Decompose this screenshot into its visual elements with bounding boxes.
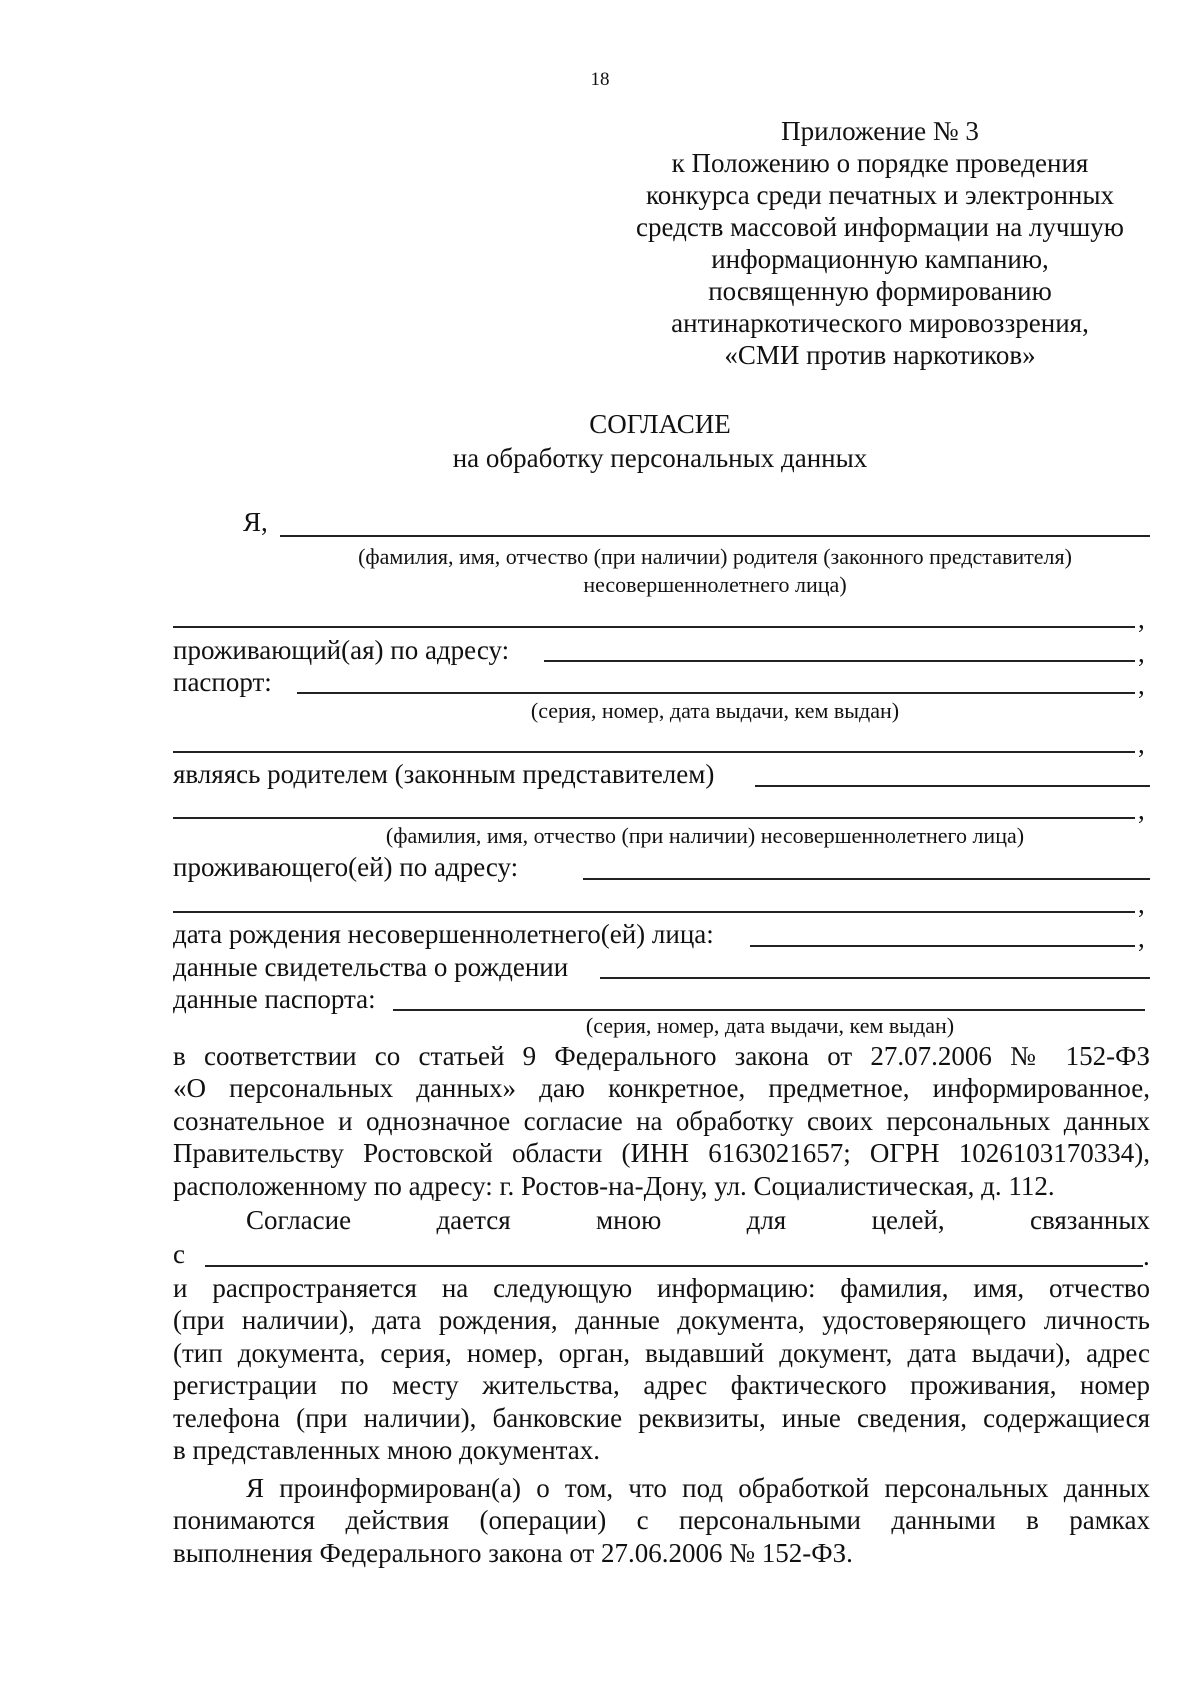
- minor-name-field-continuation[interactable]: [173, 817, 1135, 819]
- address-field[interactable]: [544, 660, 1135, 662]
- paragraph-line: телефона (при наличии), банковские реквизиты, иные сведения, содержащиеся: [173, 1402, 1150, 1433]
- minor-address-field-continuation[interactable]: [173, 911, 1135, 913]
- comma: ,: [1138, 889, 1145, 919]
- passport-field-continuation[interactable]: [173, 751, 1135, 753]
- appendix-line: средств массовой информации на лучшую: [636, 212, 1124, 242]
- birth-certificate-label: данные свидетельства о рождении: [173, 952, 569, 982]
- minor-name-hint: (фамилия, имя, отчество (при наличии) несовершеннолетнего лица): [385, 823, 1025, 848]
- paragraph-line: Я проинформирован(а) о том, что под обработкой персональных данных: [246, 1473, 1150, 1503]
- comma: ,: [1138, 923, 1145, 953]
- comma: ,: [1138, 638, 1145, 668]
- ya-label: Я,: [243, 507, 268, 537]
- birthdate-field[interactable]: [750, 945, 1135, 947]
- purpose-word: целей,: [871, 1205, 945, 1235]
- informed-paragraph: [173, 1472, 1150, 1569]
- page-number: 18: [590, 69, 610, 90]
- paragraph-line: расположенному по адресу: г. Ростов-на-Дону, ул. Социалистическая, д. 112.: [173, 1170, 1055, 1201]
- birth-certificate-field[interactable]: [600, 977, 1150, 979]
- minor-passport-field[interactable]: [393, 1009, 1145, 1011]
- parent-role-label: являясь родителем (законным представителем): [173, 759, 715, 789]
- birthdate-label: дата рождения несовершеннолетнего(ей) лица:: [173, 919, 714, 949]
- passport-field[interactable]: [297, 692, 1135, 694]
- scope-paragraph: [173, 1272, 1150, 1466]
- purpose-word: связанных: [1030, 1205, 1150, 1235]
- paragraph-line: выполнения Федерального закона от 27.06.2006 № 152-ФЗ.: [173, 1537, 853, 1568]
- purpose-c: с: [173, 1239, 185, 1269]
- appendix-line: информационную кампанию,: [711, 244, 1049, 274]
- parent-name-hint: (фамилия, имя, отчество (при наличии) родителя (законного представителя): [358, 544, 1072, 569]
- passport-label: паспорт:: [173, 667, 272, 697]
- minor-address-field[interactable]: [583, 878, 1150, 880]
- appendix-line: к Положению о порядке проведения: [671, 148, 1089, 178]
- paragraph-line: (при наличии), дата рождения, данные документа, удостоверяющего личность: [173, 1305, 1150, 1336]
- address-label: проживающий(ая) по адресу:: [173, 635, 510, 665]
- comma: ,: [1138, 795, 1145, 825]
- appendix-line: Приложение № 3: [781, 116, 979, 146]
- comma: ,: [1138, 729, 1145, 759]
- paragraph-line: регистрации по месту жительства, адрес фактического проживания, номер: [173, 1370, 1150, 1401]
- document-subtitle: на обработку персональных данных: [452, 443, 868, 473]
- appendix-line: посвященную формированию: [708, 276, 1052, 306]
- paragraph-line: и распространяется на следующую информацию: фамилия, имя, отчество: [173, 1273, 1150, 1303]
- purpose-field[interactable]: [205, 1265, 1143, 1267]
- consent-paragraph: [173, 1040, 1150, 1202]
- parent-name-field[interactable]: [280, 535, 1150, 537]
- purpose-line: [173, 1204, 1150, 1236]
- document-title: СОГЛАСИЕ: [589, 409, 731, 439]
- minor-passport-label: данные паспорта:: [173, 984, 376, 1014]
- paragraph-line: Правительству Ростовской области (ИНН 6163021657; ОГРН 1026103170334),: [173, 1138, 1150, 1169]
- period: .: [1143, 1241, 1150, 1271]
- comma: ,: [1138, 604, 1145, 634]
- parent-name-field-continuation[interactable]: [173, 626, 1135, 628]
- paragraph-line: понимаются действия (операции) с персональными данными в рамках: [173, 1505, 1150, 1536]
- paragraph-line: сознательное и однозначное согласие на обработку своих персональных данных: [173, 1105, 1150, 1136]
- paragraph-line: (тип документа, серия, номер, орган, выдавший документ, дата выдачи), адрес: [173, 1337, 1150, 1368]
- paragraph-line: в представленных мною документах.: [173, 1435, 601, 1466]
- minor-passport-hint: (серия, номер, дата выдачи, кем выдан): [585, 1013, 955, 1038]
- comma: ,: [1138, 670, 1145, 700]
- paragraph-line: «О персональных данных» даю конкретное, предметное, информированное,: [173, 1073, 1150, 1104]
- minor-name-field[interactable]: [755, 785, 1150, 787]
- appendix-heading: [600, 115, 1160, 371]
- purpose-word: мною: [596, 1205, 662, 1235]
- parent-name-hint: несовершеннолетнего лица): [583, 572, 847, 597]
- appendix-line: «СМИ против наркотиков»: [724, 340, 1036, 370]
- purpose-word: Согласие: [246, 1205, 352, 1235]
- purpose-word: дается: [436, 1205, 511, 1235]
- purpose-word: для: [746, 1205, 787, 1235]
- passport-hint: (серия, номер, дата выдачи, кем выдан): [530, 698, 900, 723]
- appendix-line: конкурса среди печатных и электронных: [646, 180, 1114, 210]
- appendix-line: антинаркотического мировоззрения,: [671, 308, 1089, 338]
- paragraph-line: в соответствии со статьей 9 Федерального закона от 27.07.2006 № 152-ФЗ: [173, 1041, 1150, 1071]
- minor-address-label: проживающего(ей) по адресу:: [173, 852, 519, 882]
